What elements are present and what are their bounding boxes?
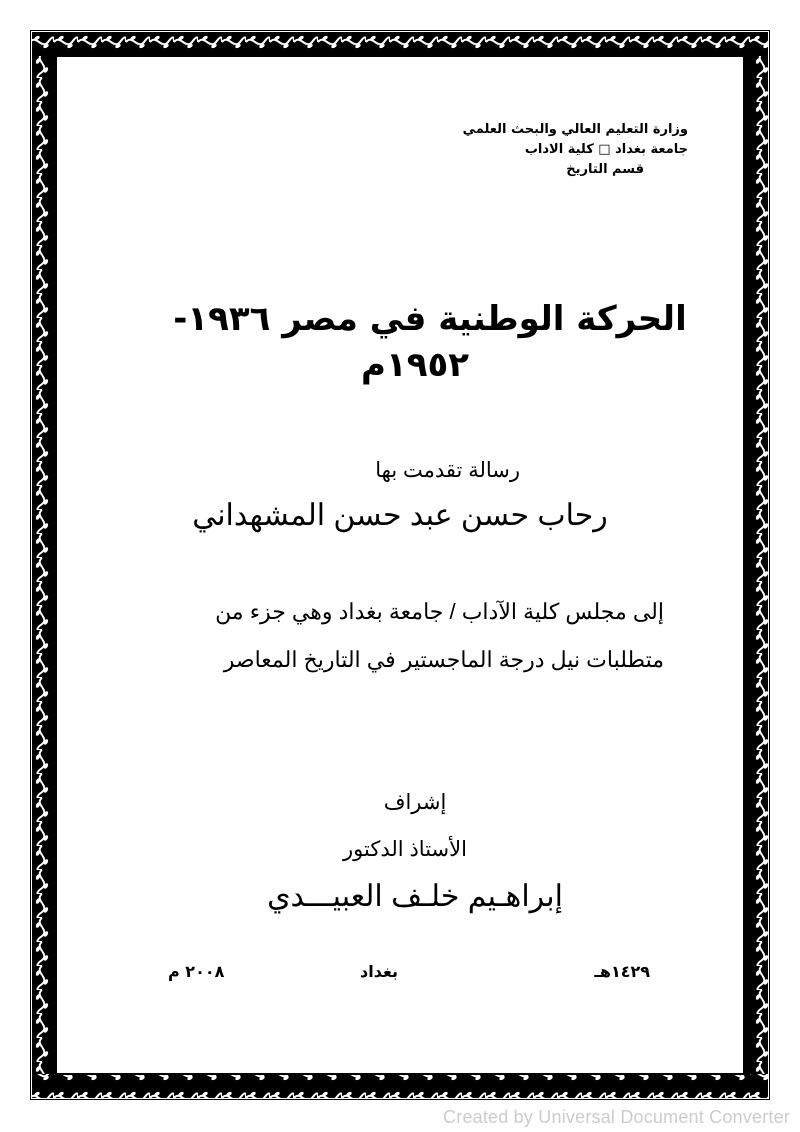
submission-line2: متطلبات نيل درجة الماجستير في التاريخ المعاصر	[223, 647, 664, 672]
place-name: بغداد	[360, 962, 398, 981]
hijri-date: ١٤٢٩هـ	[594, 962, 650, 981]
converter-watermark: Created by Universal Document Converter	[443, 1107, 790, 1127]
institution-header	[368, 120, 688, 180]
thesis-title-line2: ١٩٥٢م	[361, 345, 469, 385]
supervision-label: إشراف	[383, 791, 447, 814]
submission-line1: إلى مجلس كلية الآداب / جامعة بغداد وهي جزء من	[215, 599, 664, 624]
university-name: جامعة بغداد □ كلية الاداب	[524, 142, 688, 157]
presented-by-label: رسالة تقدمت بها	[375, 459, 520, 482]
ministry-name: وزارة التعليم العالي والبحث العلمي	[462, 122, 688, 137]
submission-statement	[104, 588, 664, 684]
supervision-block	[60, 788, 740, 920]
supervisor-name: إبراهـيم خلـف العبيـــدي	[267, 880, 563, 913]
gregorian-date: ٢٠٠٨ م	[168, 962, 225, 981]
supervisor-rank: الأستاذ الدكتور	[343, 838, 467, 861]
department-name: قسم التاريخ	[566, 162, 644, 177]
title-page	[60, 60, 740, 1070]
author-name: رحاب حسن عبد حسن المشهداني	[192, 499, 608, 532]
thesis-title-line1: الحركة الوطنية في مصر ١٩٣٦-	[173, 299, 687, 339]
thesis-title	[60, 296, 740, 388]
